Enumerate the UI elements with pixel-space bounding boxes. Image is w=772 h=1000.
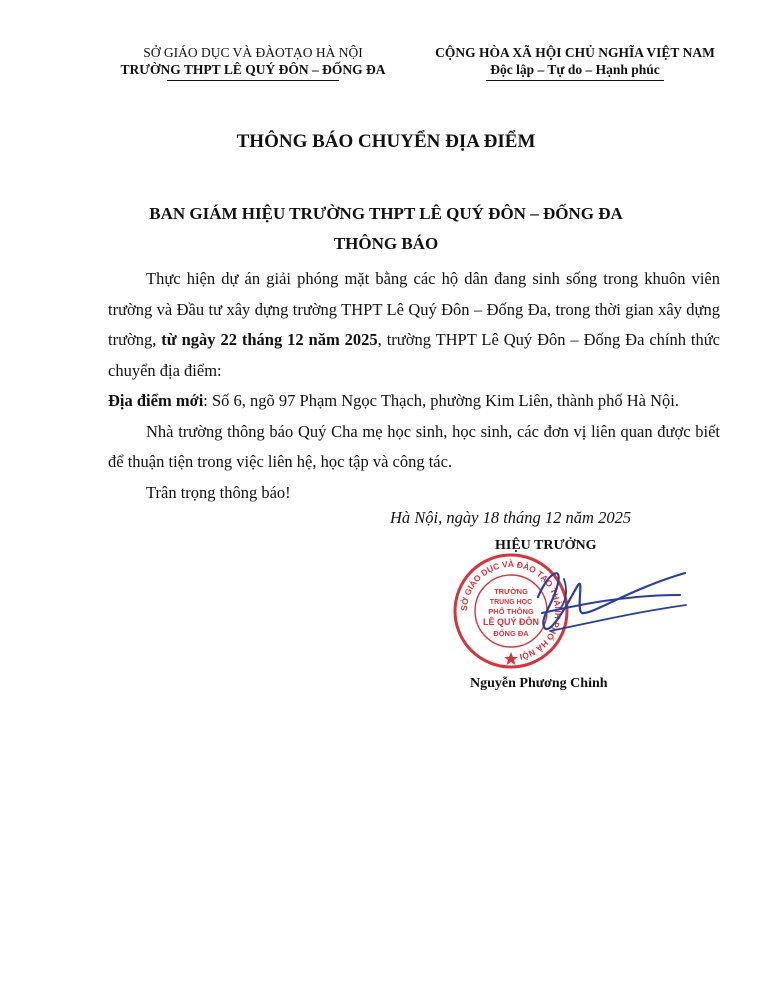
- header-right-underline: [486, 80, 664, 81]
- school-name: TRƯỜNG THPT LÊ QUÝ ĐÔN – ĐỐNG ĐA: [120, 62, 386, 77]
- new-location-label: Địa điểm mới: [108, 391, 204, 410]
- paragraph-inform: Nhà trường thông báo Quý Cha mẹ học sinh, học sinh, các đơn vị liên quan được biết để thuận tiện trong việc liên hệ, học tập và công tác.: [108, 421, 720, 471]
- document-title: THÔNG BÁO CHUYỂN ĐỊA ĐIỂM: [236, 131, 536, 152]
- signer-name: Nguyễn Phương Chinh: [470, 676, 608, 691]
- department-name: SỞ GIÁO DỤC VÀ ĐÀOTẠO HÀ NỘI: [143, 45, 363, 60]
- stamp-line-2: TRUNG HỌC: [489, 599, 533, 606]
- handwritten-signature: [480, 555, 690, 655]
- document-body: [108, 264, 720, 508]
- stamp-line-3: PHỔ THÔNG: [488, 607, 534, 616]
- relocation-date: từ ngày 22 tháng 12 năm 2025: [161, 330, 378, 349]
- issuing-authority-header: [108, 44, 398, 81]
- motto: Độc lập – Tự do – Hạnh phúc: [490, 62, 660, 77]
- stamp-line-4: LÊ QUÝ ĐÔN: [482, 617, 540, 627]
- notice-heading: THÔNG BÁO: [333, 234, 439, 253]
- country-name: CỘNG HÒA XÃ HỘI CHỦ NGHĨA VIỆT NAM: [435, 45, 715, 60]
- closing-line: Trân trọng thông báo!: [146, 482, 291, 502]
- paragraph-relocation-part1: Thực hiện dự án giải phóng mặt bằng các hộ dân đang sinh sống trong khuôn viên trường và Đầu tư xây dựng trường THPT Lê Quý Đôn – Đống Đa, trong thời gian xây dựng trường,: [108, 269, 720, 349]
- stamp-ring-text: SỞ GIÁO DỤC VÀ ĐÀO TẠO THÀNH PHỐ HÀ NỘI: [458, 558, 564, 663]
- stamp-line-5: ĐỐNG ĐA: [493, 629, 529, 638]
- header-left-underline: [167, 80, 339, 81]
- paragraph-relocation: [108, 264, 720, 386]
- paragraph-relocation-part2: , trường THPT Lê Quý Đôn – Đống Đa chính thức chuyển địa điểm:: [108, 330, 721, 380]
- place-and-date: Hà Nội, ngày 18 tháng 12 năm 2025: [390, 508, 632, 527]
- signer-role: HIỆU TRƯỞNG: [495, 538, 597, 553]
- board-heading: BAN GIÁM HIỆU TRƯỜNG THPT LÊ QUÝ ĐÔN – ĐỐNG ĐA: [149, 204, 623, 223]
- national-motto-header: [420, 44, 730, 81]
- new-location-address: : Số 6, ngõ 97 Phạm Ngọc Thạch, phường Kim Liên, thành phố Hà Nội.: [203, 391, 679, 410]
- stamp-line-1: TRƯỜNG: [494, 587, 528, 596]
- new-location-line: [108, 386, 720, 417]
